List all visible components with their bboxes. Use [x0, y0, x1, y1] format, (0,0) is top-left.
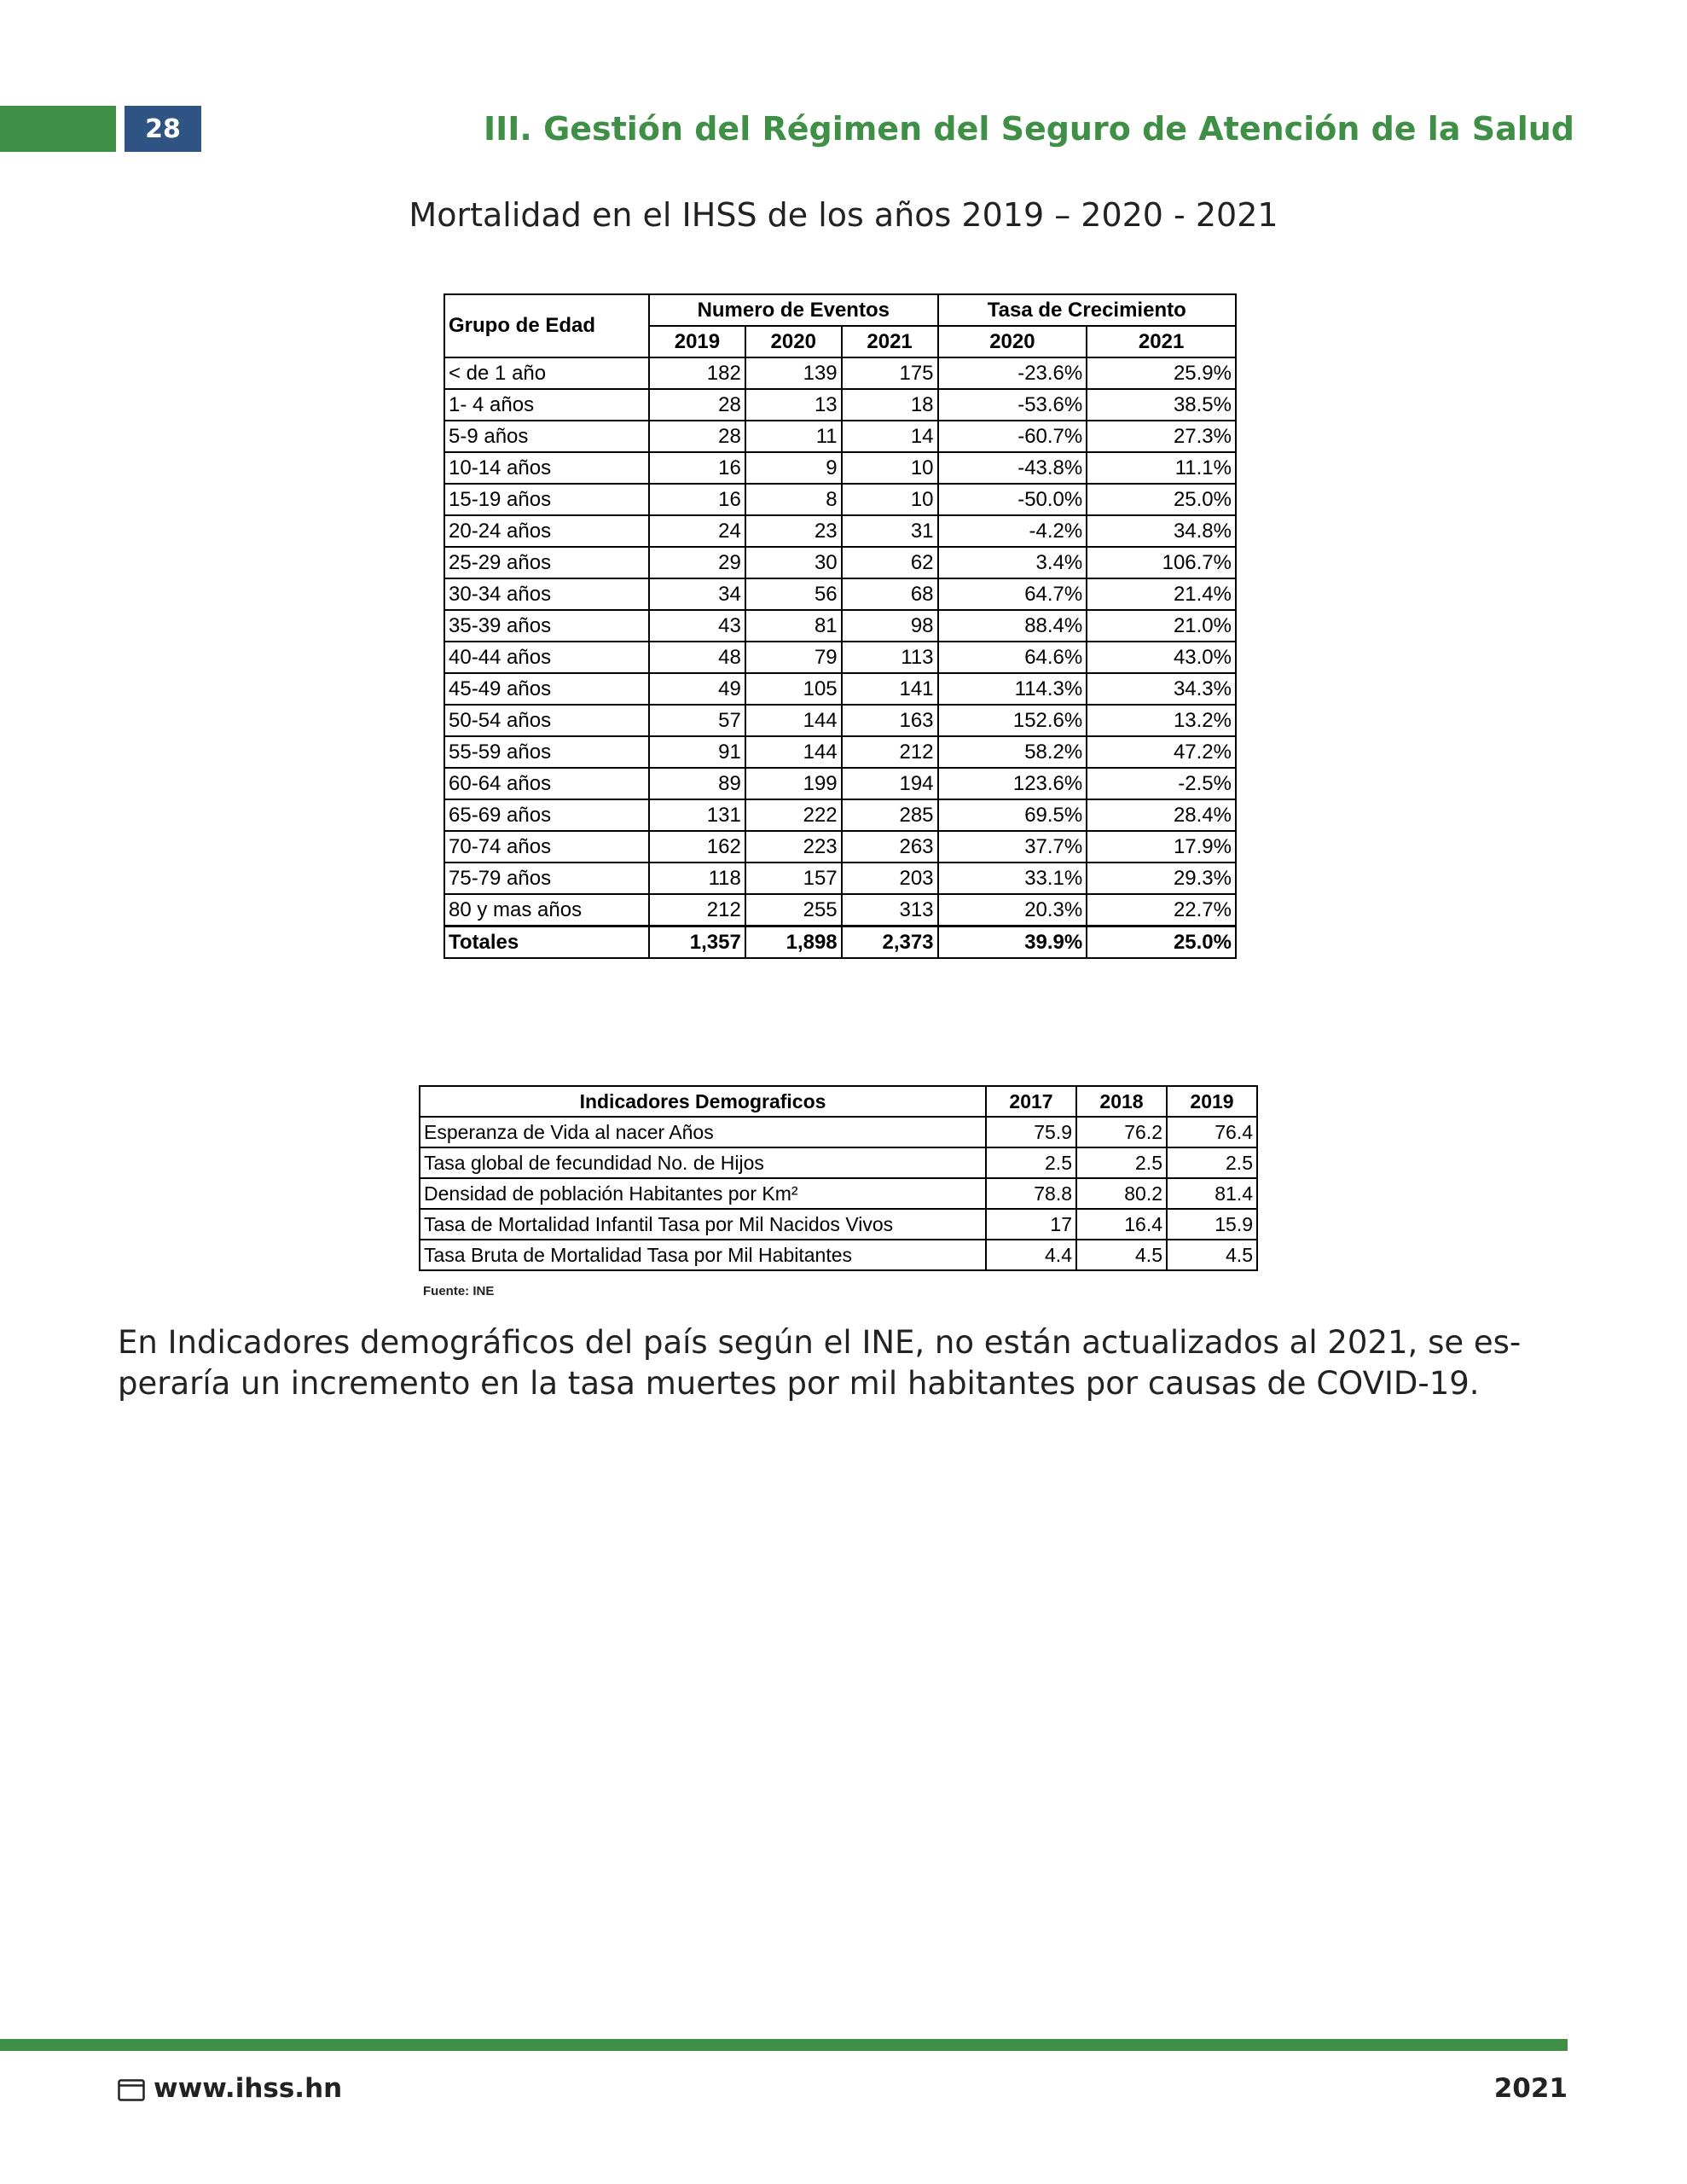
paragraph-line: En Indicadores demográficos del país según el INE, no están actualizados al 2021, se es- [118, 1324, 1522, 1361]
age-group-cell: 40-44 años [444, 642, 649, 673]
value-cell: 203 [842, 863, 938, 894]
table-row [420, 1209, 1257, 1240]
value-cell: 30 [745, 547, 842, 578]
totals-value-cell: 2,373 [842, 926, 938, 959]
value-cell: 25.0% [1087, 484, 1236, 515]
table-row [444, 452, 1236, 484]
indicator-value-cell: 4.5 [1076, 1240, 1167, 1270]
value-cell: 68 [842, 578, 938, 610]
value-cell: 57 [649, 705, 745, 736]
table-row [444, 610, 1236, 642]
indicator-label-cell: Densidad de población Habitantes por Km² [420, 1178, 986, 1209]
age-group-cell: 35-39 años [444, 610, 649, 642]
value-cell: 34.3% [1087, 673, 1236, 705]
indicator-value-cell: 75.9 [986, 1117, 1076, 1147]
age-group-cell: 30-34 años [444, 578, 649, 610]
value-cell: 255 [745, 894, 842, 926]
value-cell: -60.7% [938, 421, 1087, 452]
value-cell: 33.1% [938, 863, 1087, 894]
value-cell: 27.3% [1087, 421, 1236, 452]
value-cell: 69.5% [938, 799, 1087, 831]
totals-value-cell: 1,898 [745, 926, 842, 959]
mortality-table [443, 293, 1237, 959]
age-group-cell: 15-19 años [444, 484, 649, 515]
value-cell: 13.2% [1087, 705, 1236, 736]
value-cell: 81 [745, 610, 842, 642]
indicator-label-cell: Tasa de Mortalidad Infantil Tasa por Mil Nacidos Vivos [420, 1209, 986, 1240]
indicator-value-cell: 78.8 [986, 1178, 1076, 1209]
value-cell: 10 [842, 452, 938, 484]
section-title: III. Gestión del Régimen del Seguro de Atención de la Salud [483, 110, 1574, 148]
value-cell: 131 [649, 799, 745, 831]
value-cell: 9 [745, 452, 842, 484]
table-row [420, 1178, 1257, 1209]
growth-column-header: Tasa de Crecimiento [938, 294, 1236, 326]
age-group-cell: 25-29 años [444, 547, 649, 578]
events-year-header: 2019 [649, 326, 745, 357]
age-group-cell: 5-9 años [444, 421, 649, 452]
value-cell: 223 [745, 831, 842, 863]
table-row [444, 547, 1236, 578]
indicator-label-cell: Esperanza de Vida al nacer Años [420, 1117, 986, 1147]
indicator-label-cell: Tasa Bruta de Mortalidad Tasa por Mil Habitantes [420, 1240, 986, 1270]
group-column-header: Grupo de Edad [444, 294, 649, 357]
value-cell: 123.6% [938, 768, 1087, 799]
value-cell: 64.7% [938, 578, 1087, 610]
age-group-cell: 65-69 años [444, 799, 649, 831]
value-cell: 17.9% [1087, 831, 1236, 863]
value-cell: 21.4% [1087, 578, 1236, 610]
value-cell: 139 [745, 357, 842, 389]
value-cell: 14 [842, 421, 938, 452]
value-cell: 11.1% [1087, 452, 1236, 484]
indicator-value-cell: 4.5 [1167, 1240, 1257, 1270]
value-cell: 58.2% [938, 736, 1087, 768]
indicator-value-cell: 76.4 [1167, 1117, 1257, 1147]
value-cell: 29 [649, 547, 745, 578]
value-cell: 28 [649, 389, 745, 421]
value-cell: 98 [842, 610, 938, 642]
table-row [420, 1147, 1257, 1178]
table-row [444, 799, 1236, 831]
value-cell: 28.4% [1087, 799, 1236, 831]
totals-value-cell: 1,357 [649, 926, 745, 959]
totals-value-cell: 25.0% [1087, 926, 1236, 959]
value-cell: 34.8% [1087, 515, 1236, 547]
value-cell: 199 [745, 768, 842, 799]
value-cell: -53.6% [938, 389, 1087, 421]
table-row [444, 357, 1236, 389]
value-cell: 62 [842, 547, 938, 578]
value-cell: 49 [649, 673, 745, 705]
value-cell: 118 [649, 863, 745, 894]
indicator-label-cell: Tasa global de fecundidad No. de Hijos [420, 1147, 986, 1178]
totals-label-cell: Totales [444, 926, 649, 959]
value-cell: 105 [745, 673, 842, 705]
value-cell: 24 [649, 515, 745, 547]
value-cell: 47.2% [1087, 736, 1236, 768]
value-cell: 8 [745, 484, 842, 515]
value-cell: 3.4% [938, 547, 1087, 578]
value-cell: 163 [842, 705, 938, 736]
table-row [444, 578, 1236, 610]
value-cell: 21.0% [1087, 610, 1236, 642]
value-cell: 29.3% [1087, 863, 1236, 894]
document-title: Mortalidad en el IHSS de los años 2019 – 2020 - 2021 [409, 196, 1278, 234]
value-cell: 144 [745, 705, 842, 736]
value-cell: 144 [745, 736, 842, 768]
value-cell: 222 [745, 799, 842, 831]
demographic-table-body [420, 1117, 1257, 1270]
body-paragraph [118, 1322, 1568, 1404]
age-group-cell: 45-49 años [444, 673, 649, 705]
value-cell: 43.0% [1087, 642, 1236, 673]
footer-website [118, 2071, 342, 2106]
value-cell: -50.0% [938, 484, 1087, 515]
age-group-cell: 55-59 años [444, 736, 649, 768]
table-row [444, 421, 1236, 452]
value-cell: 157 [745, 863, 842, 894]
value-cell: 64.6% [938, 642, 1087, 673]
value-cell: 16 [649, 452, 745, 484]
indicator-value-cell: 81.4 [1167, 1178, 1257, 1209]
age-group-cell: 70-74 años [444, 831, 649, 863]
value-cell: -4.2% [938, 515, 1087, 547]
value-cell: 162 [649, 831, 745, 863]
demographic-table [419, 1085, 1258, 1271]
value-cell: 89 [649, 768, 745, 799]
value-cell: 48 [649, 642, 745, 673]
browser-window-icon [118, 2077, 145, 2100]
growth-year-header: 2020 [938, 326, 1087, 357]
age-group-cell: < de 1 año [444, 357, 649, 389]
age-group-cell: 50-54 años [444, 705, 649, 736]
page-number: 28 [125, 106, 201, 152]
indicator-value-cell: 76.2 [1076, 1117, 1167, 1147]
value-cell: 37.7% [938, 831, 1087, 863]
value-cell: 79 [745, 642, 842, 673]
value-cell: 88.4% [938, 610, 1087, 642]
events-year-header: 2020 [745, 326, 842, 357]
value-cell: 38.5% [1087, 389, 1236, 421]
indicator-value-cell: 2.5 [1167, 1147, 1257, 1178]
value-cell: 141 [842, 673, 938, 705]
value-cell: 16 [649, 484, 745, 515]
value-cell: -43.8% [938, 452, 1087, 484]
value-cell: 10 [842, 484, 938, 515]
table-row [420, 1240, 1257, 1270]
value-cell: 182 [649, 357, 745, 389]
value-cell: 106.7% [1087, 547, 1236, 578]
indicator-value-cell: 16.4 [1076, 1209, 1167, 1240]
value-cell: 56 [745, 578, 842, 610]
table-row [444, 515, 1236, 547]
table-row [444, 831, 1236, 863]
indicator-value-cell: 2.5 [1076, 1147, 1167, 1178]
value-cell: 13 [745, 389, 842, 421]
value-cell: 11 [745, 421, 842, 452]
value-cell: 313 [842, 894, 938, 926]
value-cell: 263 [842, 831, 938, 863]
age-group-cell: 75-79 años [444, 863, 649, 894]
events-year-header: 2021 [842, 326, 938, 357]
indicator-value-cell: 2.5 [986, 1147, 1076, 1178]
table-row [444, 484, 1236, 515]
year-header: 2017 [986, 1086, 1076, 1117]
events-column-header: Numero de Eventos [649, 294, 938, 326]
table-row [444, 736, 1236, 768]
value-cell: -23.6% [938, 357, 1087, 389]
indicator-column-header: Indicadores Demograficos [420, 1086, 986, 1117]
value-cell: 113 [842, 642, 938, 673]
value-cell: 212 [842, 736, 938, 768]
year-header: 2019 [1167, 1086, 1257, 1117]
value-cell: 23 [745, 515, 842, 547]
table-row [444, 642, 1236, 673]
growth-year-header: 2021 [1087, 326, 1236, 357]
indicator-value-cell: 80.2 [1076, 1178, 1167, 1209]
indicator-value-cell: 15.9 [1167, 1209, 1257, 1240]
value-cell: 175 [842, 357, 938, 389]
value-cell: 25.9% [1087, 357, 1236, 389]
age-group-cell: 60-64 años [444, 768, 649, 799]
value-cell: 28 [649, 421, 745, 452]
value-cell: 285 [842, 799, 938, 831]
age-group-cell: 1- 4 años [444, 389, 649, 421]
value-cell: 43 [649, 610, 745, 642]
value-cell: 114.3% [938, 673, 1087, 705]
source-note: Fuente: INE [423, 1284, 495, 1298]
value-cell: 34 [649, 578, 745, 610]
age-group-cell: 80 y mas años [444, 894, 649, 926]
age-group-cell: 10-14 años [444, 452, 649, 484]
value-cell: 212 [649, 894, 745, 926]
year-header: 2018 [1076, 1086, 1167, 1117]
value-cell: 31 [842, 515, 938, 547]
value-cell: 18 [842, 389, 938, 421]
table-row [444, 673, 1236, 705]
table-row [444, 389, 1236, 421]
age-group-cell: 20-24 años [444, 515, 649, 547]
paragraph-line: peraría un incremento en la tasa muertes por mil habitantes por causas de COVID-19. [118, 1365, 1480, 1402]
value-cell: -2.5% [1087, 768, 1236, 799]
table-row [444, 894, 1236, 926]
value-cell: 91 [649, 736, 745, 768]
footer-accent-bar [0, 2039, 1568, 2051]
mortality-table-body [444, 357, 1236, 958]
value-cell: 22.7% [1087, 894, 1236, 926]
header-accent-bar [0, 106, 116, 152]
value-cell: 20.3% [938, 894, 1087, 926]
value-cell: 194 [842, 768, 938, 799]
indicator-value-cell: 17 [986, 1209, 1076, 1240]
totals-row [444, 926, 1236, 959]
totals-value-cell: 39.9% [938, 926, 1087, 959]
table-row [420, 1117, 1257, 1147]
footer-year: 2021 [1493, 2073, 1568, 2104]
value-cell: 152.6% [938, 705, 1087, 736]
table-row [444, 768, 1236, 799]
website-link[interactable]: www.ihss.hn [154, 2073, 343, 2104]
table-row [444, 863, 1236, 894]
table-row [444, 705, 1236, 736]
indicator-value-cell: 4.4 [986, 1240, 1076, 1270]
